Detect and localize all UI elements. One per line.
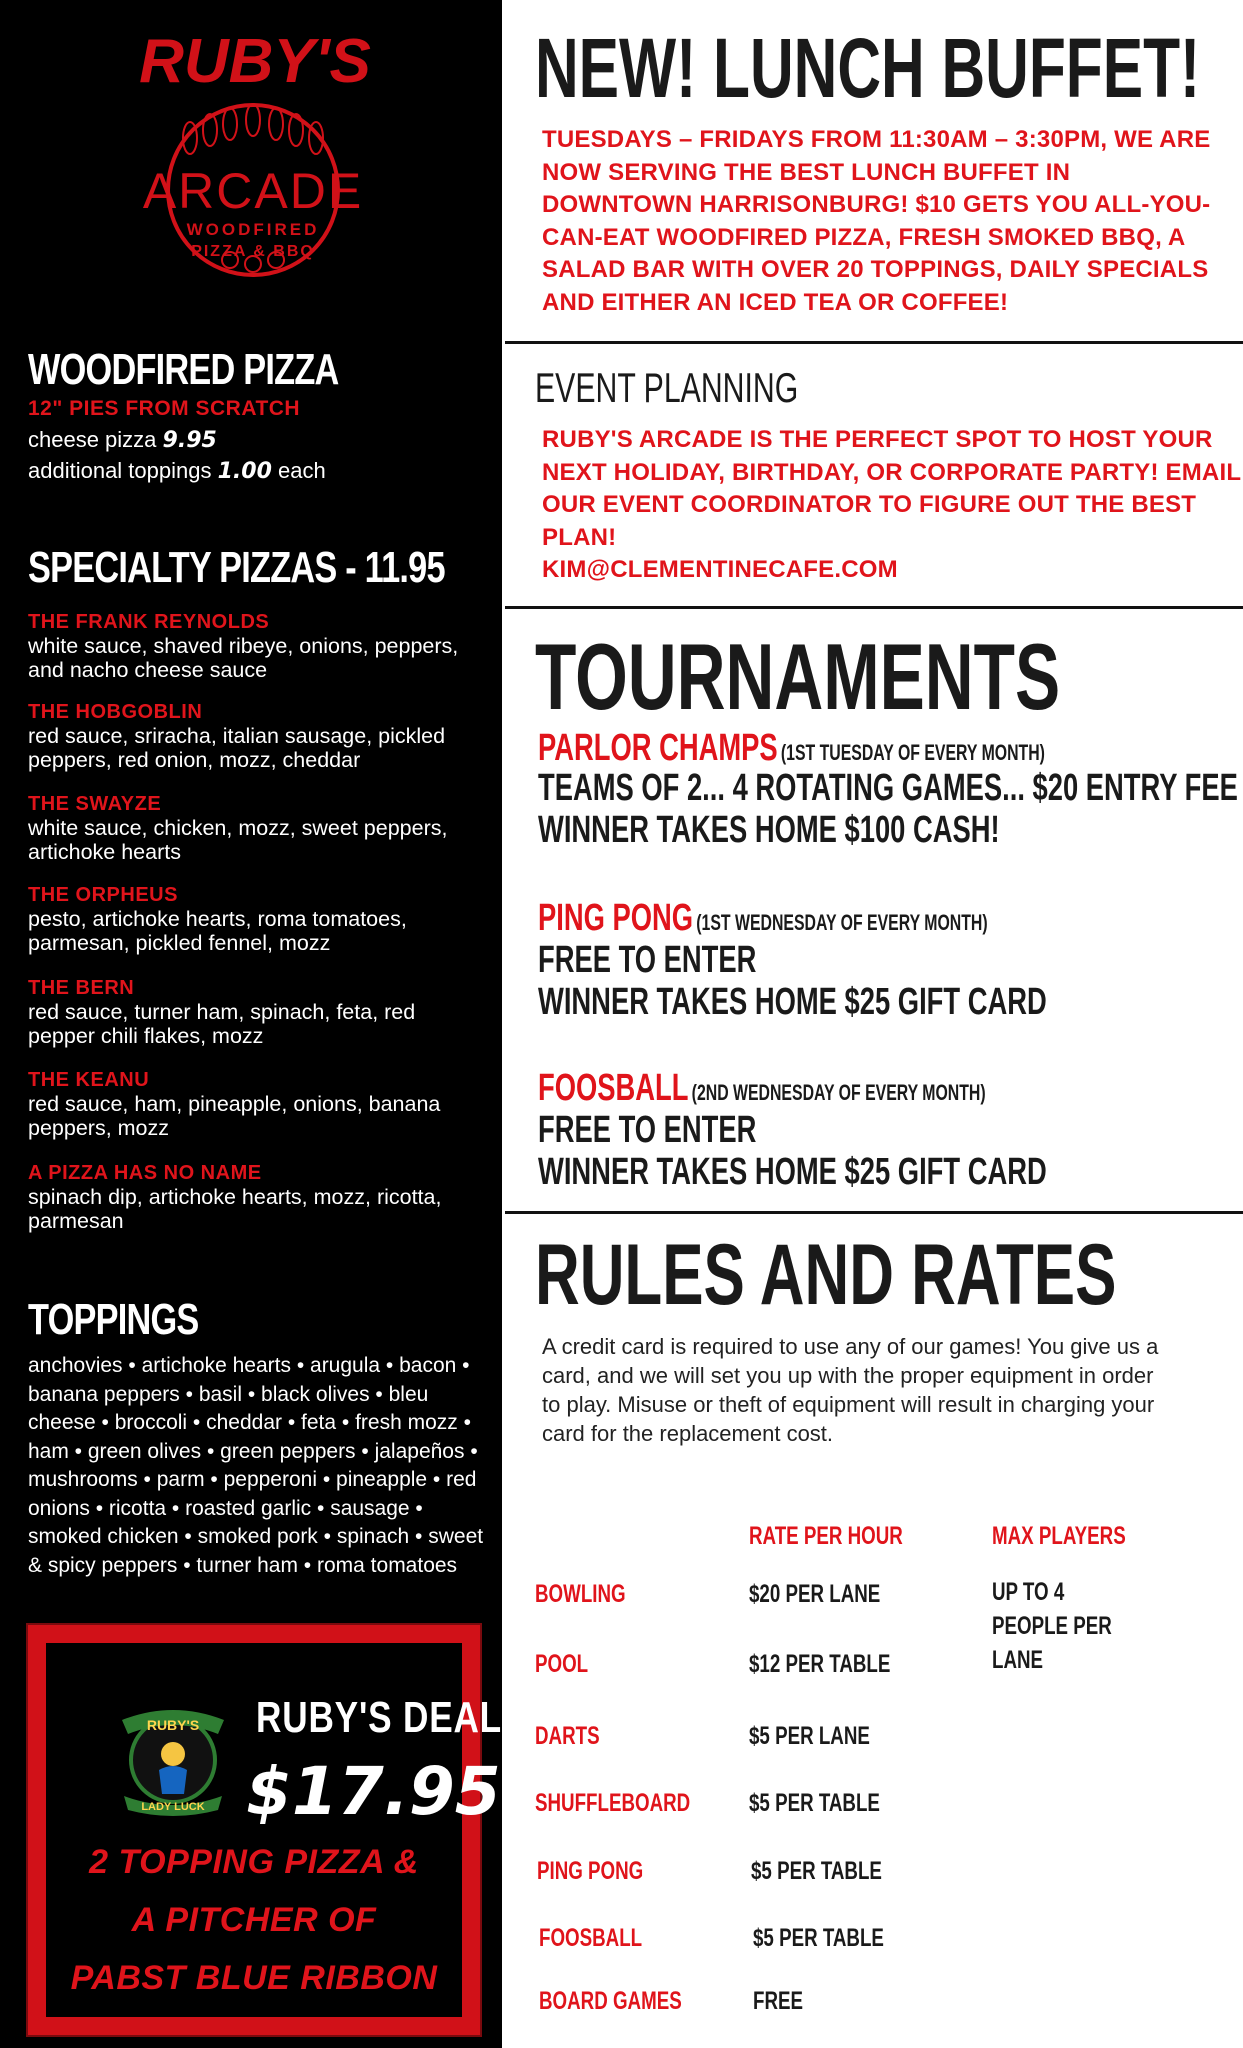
tournament-title [538,727,1045,770]
game-name: DARTS [535,1722,600,1750]
game-name: FOOSBALL [539,1924,643,1952]
pizza-desc: white sauce, shaved ribeye, onions, peppers, and nacho cheese sauce [28,634,459,682]
rubys-arcade-logo [130,20,380,320]
lady-luck-badge-icon [114,1698,232,1818]
game-name: BOARD GAMES [539,1987,682,2015]
max-column-header: MAX PLAYERS [992,1522,1126,1550]
tournament-schedule: (1ST WEDNESDAY OF EVERY MONTH) [696,910,988,935]
event-email[interactable]: KIM@CLEMENTINECAFE.COM [542,556,898,583]
pizza-desc: red sauce, ham, pineapple, onions, banana peppers, mozz [28,1092,441,1140]
tournament-title [538,897,988,940]
tournament-line: TEAMS OF 2... 4 ROTATING GAMES... $20 ENTRY FEE [538,767,1238,809]
deal-line-2: A PITCHER OF [131,1901,377,1939]
specialty-heading: SPECIALTY PIZZAS - 11.95 [28,543,445,592]
game-rate: $20 PER LANE [749,1580,881,1608]
pizza-item [28,976,488,1048]
game-rate: $5 PER TABLE [749,1789,880,1817]
deal-price: $17.95 [246,1753,501,1830]
right-info-column [502,0,1243,2048]
tournament-name: PARLOR CHAMPS [538,727,778,769]
pizza-item [28,792,488,864]
tournament-line: WINNER TAKES HOME $25 GIFT CARD [538,981,1047,1023]
pizza-desc: pesto, artichoke hearts, roma tomatoes, parmesan, pickled fennel, mozz [28,907,407,955]
pizza-desc: spinach dip, artichoke hearts, mozz, ricotta, parmesan [28,1185,442,1233]
rules-text: A credit card is required to use any of our games! You give us a card, and we will set you up with the proper equipment in order to play. Misuse or theft of equipment will result in charging your card for the replacement cost. [542,1334,1159,1446]
buffet-text: TUESDAYS – FRIDAYS FROM 11:30AM – 3:30PM, WE ARE NOW SERVING THE BEST LUNCH BUFFET IN DOWNTOWN HARRISONBURG! $10 GETS YOU ALL-YOU-CAN-EAT WOODFIRED PIZZA, FRESH SMOKED BBQ, A SALAD BAR WITH OVER 20 TOPPINGS, DAILY SPECIALS AND EITHER AN ICED TEA OR COFFEE! [542,126,1211,316]
tournament-schedule: (2ND WEDNESDAY OF EVERY MONTH) [691,1080,986,1105]
pizza-item [28,883,488,955]
game-name: SHUFFLEBOARD [535,1789,691,1817]
pizza-name: THE ORPHEUS [28,884,178,906]
additional-toppings-price: 1.00 [217,459,272,484]
rubys-deal-box [28,1625,502,2035]
deal-line-3: PABST BLUE RIBBON [70,1959,438,1997]
pizza-name: THE KEANU [28,1069,150,1091]
pizza-name: THE BERN [28,977,135,999]
tournament-schedule: (1ST TUESDAY OF EVERY MONTH) [780,740,1045,765]
additional-toppings-line [28,458,326,484]
rules-heading: RULES AND RATES [535,1227,1117,1323]
tournament-line: FREE TO ENTER [538,1109,757,1151]
buffet-heading: NEW! LUNCH BUFFET! [535,21,1201,115]
pizza-item [28,700,488,772]
pizza-name: THE SWAYZE [28,793,162,815]
tournament-name: FOOSBALL [538,1067,689,1109]
pizza-name: THE FRANK REYNOLDS [28,611,270,633]
pizza-desc: white sauce, chicken, mozz, sweet peppers, artichoke hearts [28,816,448,864]
logo-brand: RUBY'S [139,27,371,96]
tournaments-heading: TOURNAMENTS [535,624,1061,729]
game-name: POOL [535,1650,589,1678]
tournament-title [538,1067,986,1110]
game-rate: FREE [753,1987,804,2015]
logo-tagline-2: PIZZA & BBQ [191,243,315,260]
pizza-item [28,1068,488,1140]
tournament-line: WINNER TAKES HOME $25 GIFT CARD [538,1151,1047,1193]
badge-top-text: RUBY'S [146,1717,200,1733]
deal-line-1: 2 TOPPING PIZZA & [89,1843,419,1881]
badge-bottom-text: LADY LUCK [141,1801,205,1813]
pizza-name: THE HOBGOBLIN [28,701,203,723]
game-name: BOWLING [535,1580,626,1608]
lunch-buffet-section [505,0,1243,344]
event-planning-section [505,344,1243,609]
pizza-name: A PIZZA HAS NO NAME [28,1162,262,1184]
cheese-pizza-price: 9.95 [162,428,217,453]
cheese-pizza-line [28,427,217,453]
woodfired-sub: 12" PIES FROM SCRATCH [28,397,301,420]
logo-name: ARCADE [142,163,364,219]
pizza-item [28,610,488,682]
toppings-list: anchovies • artichoke hearts • arugula • bacon • banana peppers • basil • black olives • bleu cheese • broccoli • cheddar • feta • fresh mozz • ham • green olives • green peppers • jalapeños • mushrooms • parm • pepperoni • pineapple • red onions • ricotta • roasted garlic • sausage • smoked chicken • smoked pork • spinach • sweet & spicy peppers • turner ham • roma tomatoes [28,1354,484,1577]
event-heading: EVENT PLANNING [535,364,799,411]
pizza-desc: red sauce, sriracha, italian sausage, pickled peppers, red onion, mozz, cheddar [28,724,446,772]
additional-toppings-label: additional toppings [28,458,212,483]
logo-tagline-1: WOODFIRED [186,220,320,239]
woodfired-heading: WOODFIRED PIZZA [28,345,339,394]
tournament-name: PING PONG [538,897,694,939]
deal-title: RUBY'S DEAL [256,1693,502,1742]
left-menu-column [0,0,502,2048]
tournament-line: FREE TO ENTER [538,939,757,981]
game-max-players: UP TO 4 PEOPLE PER LANE [992,1578,1112,1674]
tournament-line: WINNER TAKES HOME $100 CASH! [538,809,1000,851]
game-rate: $5 PER TABLE [751,1857,882,1885]
additional-toppings-suffix: each [278,458,326,483]
toppings-heading: TOPPINGS [28,1295,199,1344]
game-rate: $5 PER LANE [749,1722,870,1750]
pizza-item [28,1161,488,1233]
game-rate: $12 PER TABLE [749,1650,891,1678]
cheese-pizza-label: cheese pizza [28,427,157,452]
game-rate: $5 PER TABLE [753,1924,884,1952]
event-text: RUBY'S ARCADE IS THE PERFECT SPOT TO HOST YOUR NEXT HOLIDAY, BIRTHDAY, OR CORPORATE PARTY! EMAIL OUR EVENT COORDINATOR TO FIGURE OUT THE BEST PLAN! [542,426,1241,551]
pizza-desc: red sauce, turner ham, spinach, feta, red pepper chili flakes, mozz [28,1000,416,1048]
game-name: PING PONG [537,1857,644,1885]
tournaments-section [505,609,1243,1214]
rate-column-header: RATE PER HOUR [749,1522,903,1550]
